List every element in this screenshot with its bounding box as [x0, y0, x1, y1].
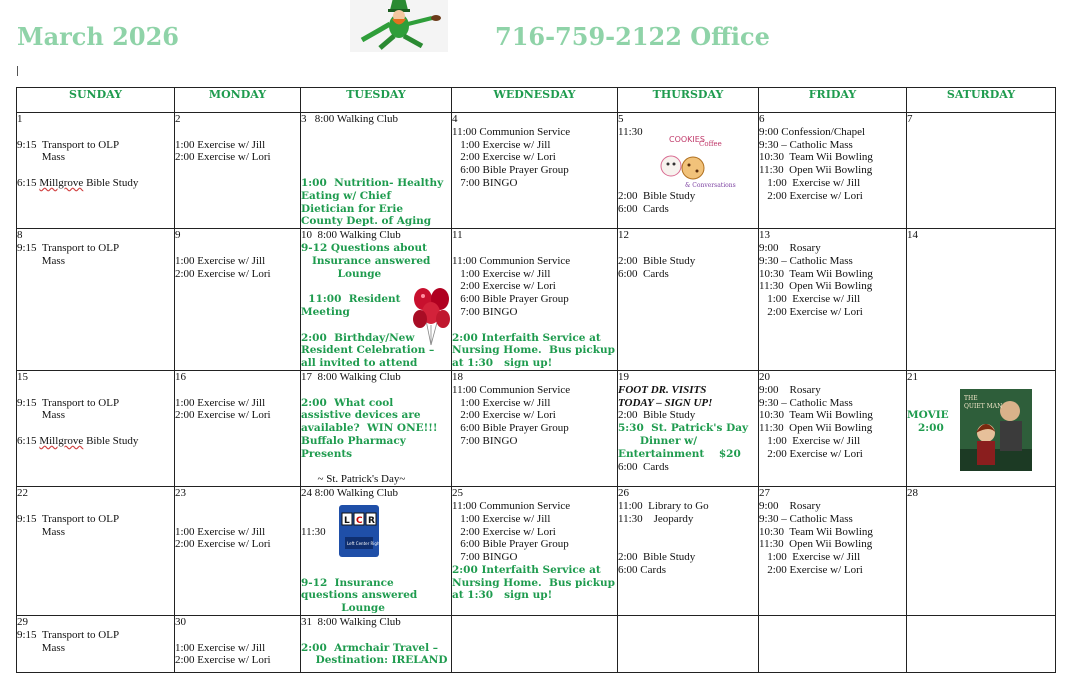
- date-number: 3 8:00 Walking Club: [301, 113, 398, 125]
- event-line: TODAY – SIGN UP!: [618, 396, 713, 409]
- event-line: Destination: IRELAND: [301, 654, 448, 667]
- day-cell: [452, 113, 618, 229]
- event-line: 2:00 Bible Study: [618, 409, 696, 422]
- event-line: [17, 500, 174, 513]
- date-number: 28: [907, 487, 918, 500]
- day-cell: [301, 229, 452, 371]
- event-line: Resident Celebration –: [301, 344, 435, 357]
- date-number: 12: [618, 229, 629, 242]
- event-line: at 1:30 sign up!: [452, 357, 553, 370]
- event-line: 10:30 Team Wii Bowling: [759, 267, 873, 280]
- event-line: 9-12 Questions about: [301, 241, 427, 254]
- event-line: 2:00 Exercise w/ Lori: [175, 538, 271, 551]
- event-line: [301, 139, 451, 152]
- event-line: 6:00 Cards: [618, 460, 669, 473]
- event-line: 2:00 What cool: [301, 396, 394, 409]
- event-line: 6:15 Millgrove Bible Study: [17, 176, 139, 189]
- event-line: 9:30 – Catholic Mass: [759, 138, 853, 151]
- date-number: 15: [17, 370, 28, 383]
- day-cell: [618, 370, 759, 486]
- date-number: 31 8:00 Walking Club: [301, 616, 401, 629]
- day-cell: [452, 616, 618, 673]
- date-number: 16: [175, 370, 186, 383]
- week-row: [17, 229, 1056, 371]
- event-line: [17, 164, 174, 177]
- date-number: 1: [17, 113, 23, 125]
- event-line: 7:00 BINGO: [452, 305, 518, 318]
- day-cell: [175, 487, 301, 616]
- event-line: 11:30 Open Wii Bowling: [759, 164, 873, 177]
- event-line: [17, 126, 174, 139]
- day-cell: [907, 113, 1056, 229]
- day-cell: [759, 370, 907, 486]
- event-line: 6:00 Cards: [618, 267, 669, 280]
- movie-poster-image: [960, 389, 1032, 471]
- day-cell: [301, 370, 452, 486]
- event-line: [175, 242, 300, 255]
- event-line: 1:00 Exercise w/ Jill: [175, 254, 266, 267]
- date-number: 5: [618, 113, 624, 125]
- date-number: 23: [175, 487, 186, 500]
- event-line: 9:15 Transport to OLP: [17, 628, 120, 641]
- date-number: 17 8:00 Walking Club: [301, 370, 401, 383]
- event-line: [301, 629, 451, 642]
- day-cell: [17, 616, 175, 673]
- event-line: 9:00 Confession/Chapel: [759, 125, 866, 138]
- event-line: Insurance answered: [301, 254, 431, 267]
- day-cell: [759, 113, 907, 229]
- event-line: 2:00 Exercise w/ Lori: [175, 409, 271, 422]
- date-number: 20: [759, 370, 770, 383]
- event-line: Dietician for Erie: [301, 202, 404, 215]
- event-line: [452, 242, 617, 255]
- event-line: all invited to attend: [301, 357, 418, 370]
- day-cell: [175, 113, 301, 229]
- event-line: Mass: [17, 525, 65, 538]
- event-line: 6:00 Bible Prayer Group: [452, 538, 569, 551]
- event-line: 1:00 Exercise w/ Jill: [452, 396, 551, 409]
- event-line: [301, 384, 451, 397]
- day-header-wednesday: WEDNESDAY: [452, 88, 618, 113]
- event-line: 11:30: [301, 525, 326, 538]
- week-row: [17, 370, 1056, 486]
- event-line: 2:00 Interfaith Service at: [452, 563, 601, 576]
- date-number: 4: [452, 113, 458, 125]
- event-line: 2:00 Exercise w/ Lori: [175, 654, 271, 667]
- event-line: 1:00 Exercise w/ Jill: [175, 525, 266, 538]
- day-cell: [175, 616, 301, 673]
- event-line: 2:00: [907, 422, 944, 435]
- event-line: 2:00 Interfaith Service at: [452, 331, 601, 344]
- day-header-sunday: SUNDAY: [17, 88, 175, 113]
- day-cell: [17, 229, 175, 371]
- event-line: [175, 384, 300, 397]
- event-line: 1:00 Exercise w/ Jill: [175, 396, 266, 409]
- event-line: 2:00 Bible Study: [618, 551, 696, 564]
- day-cell: [618, 487, 759, 616]
- event-line: County Dept. of Aging: [301, 215, 432, 228]
- event-line: Mass: [17, 409, 65, 422]
- date-number: 14: [907, 229, 918, 242]
- day-header-row: [17, 88, 1056, 113]
- day-header-friday: FRIDAY: [759, 88, 907, 113]
- week-row: [17, 487, 1056, 616]
- event-line: 5:30 St. Patrick's Day: [618, 422, 749, 435]
- event-line: 2:00 Exercise w/ Lori: [759, 563, 863, 576]
- event-line: [301, 126, 451, 139]
- event-line: 6:15 Millgrove Bible Study: [17, 434, 139, 447]
- date-number: 27: [759, 487, 770, 500]
- event-line: 9:30 – Catholic Mass: [759, 254, 853, 267]
- event-line: 9:30 – Catholic Mass: [759, 512, 853, 525]
- day-cell: [301, 616, 452, 673]
- event-line: 2:00 Exercise w/ Lori: [452, 525, 556, 538]
- event-line: 9:00 Rosary: [759, 241, 821, 254]
- svg-text:Left Center Right: Left Center Right: [347, 541, 382, 547]
- date-number: 18: [452, 370, 463, 383]
- date-number: 7: [907, 113, 913, 125]
- event-line: 11:00 Library to Go: [618, 499, 709, 512]
- svg-text:QUIET MAN: QUIET MAN: [964, 402, 1003, 410]
- event-line: 2:00 Bible Study: [618, 189, 696, 202]
- day-cell: [907, 370, 1056, 486]
- date-number: 13: [759, 229, 770, 242]
- event-line: 1:00 Exercise w/ Jill: [452, 267, 551, 280]
- event-line: 1:00 Exercise w/ Jill: [759, 434, 861, 447]
- event-line: 1:00 Exercise w/ Jill: [759, 293, 861, 306]
- day-cell: [301, 113, 452, 229]
- day-cell: [759, 487, 907, 616]
- event-line: 1:00 Exercise w/ Jill: [452, 512, 551, 525]
- event-line: Meeting: [301, 305, 350, 318]
- event-line: 10:30 Team Wii Bowling: [759, 525, 873, 538]
- day-cell: [759, 616, 907, 673]
- event-line: 9-12 Insurance: [301, 576, 394, 589]
- event-line: Presents: [301, 447, 353, 460]
- event-line: 1:00 Nutrition- Healthy: [301, 176, 444, 189]
- event-line: Lounge: [301, 602, 385, 615]
- date-number: 9: [175, 229, 181, 242]
- event-line: 9:15 Transport to OLP: [17, 396, 120, 409]
- svg-text:C: C: [356, 516, 363, 527]
- event-line: 2:00 Exercise w/ Lori: [175, 151, 271, 164]
- event-line: 10:30 Team Wii Bowling: [759, 409, 873, 422]
- event-line: 11:30 Jeopardy: [618, 512, 694, 525]
- event-line: 2:00 Exercise w/ Lori: [452, 151, 556, 164]
- svg-text:Coffee: Coffee: [699, 140, 722, 148]
- date-number: 21: [907, 370, 918, 383]
- day-cell: [17, 370, 175, 486]
- event-line: 2:00 Exercise w/ Lori: [759, 189, 863, 202]
- event-line: 7:00 BINGO: [452, 176, 518, 189]
- balloons-image: [411, 285, 453, 347]
- date-number: 25: [452, 487, 463, 500]
- event-line: Buffalo Pharmacy: [301, 434, 406, 447]
- event-line: Mass: [17, 641, 65, 654]
- day-cell: [301, 487, 452, 616]
- leprechaun-image: [350, 0, 448, 52]
- event-line: assistive devices are: [301, 409, 421, 422]
- svg-text:R: R: [368, 516, 375, 527]
- event-line: 2:00 Exercise w/ Lori: [452, 280, 556, 293]
- day-cell: [907, 229, 1056, 371]
- event-line: [175, 126, 300, 139]
- event-line: Eating w/ Chief: [301, 189, 391, 202]
- date-number: 2: [175, 113, 181, 125]
- date-number: 10 8:00 Walking Club: [301, 229, 401, 242]
- event-line: FOOT DR. VISITS: [618, 383, 707, 396]
- event-line: [618, 242, 758, 255]
- day-cell: [618, 229, 759, 371]
- svg-text:THE: THE: [964, 394, 978, 402]
- date-number: 24 8:00 Walking Club: [301, 487, 398, 500]
- date-number: 22: [17, 487, 28, 500]
- event-line: 1:00 Exercise w/ Jill: [175, 641, 266, 654]
- event-line: [452, 319, 617, 332]
- event-line: Nursing Home. Bus pickup: [452, 344, 616, 357]
- day-header-saturday: SATURDAY: [907, 88, 1056, 113]
- svg-text:L: L: [344, 516, 350, 527]
- day-cell: [452, 370, 618, 486]
- event-line: Entertainment $20: [618, 447, 741, 460]
- event-line: 9:15 Transport to OLP: [17, 512, 120, 525]
- event-line: [301, 564, 451, 577]
- day-header-tuesday: TUESDAY: [301, 88, 452, 113]
- event-line: Nursing Home. Bus pickup: [452, 576, 616, 589]
- event-line: 6:00 Cards: [618, 202, 669, 215]
- day-cell: [759, 229, 907, 371]
- calendar-title: March 2026: [17, 22, 179, 51]
- event-line: 1:00 Exercise w/ Jill: [759, 551, 861, 564]
- event-line: Dinner w/: [618, 434, 698, 447]
- day-cell: [175, 229, 301, 371]
- date-number: 30: [175, 616, 186, 629]
- event-line: 11:30 Open Wii Bowling: [759, 280, 873, 293]
- day-cell: [907, 487, 1056, 616]
- date-number: 8: [17, 229, 23, 242]
- event-line: 9:00 Rosary: [759, 383, 821, 396]
- event-line: 1:00 Exercise w/ Jill: [759, 176, 861, 189]
- event-line: 2:00 Exercise w/ Lori: [175, 267, 271, 280]
- event-line: 7:00 BINGO: [452, 434, 518, 447]
- event-line: 2:00 Bible Study: [618, 254, 696, 267]
- event-line: at 1:30 sign up!: [452, 589, 553, 602]
- event-line: 2:00 Exercise w/ Lori: [452, 409, 556, 422]
- day-cell: [452, 229, 618, 371]
- event-line: [301, 164, 451, 177]
- svg-text:& Conversations: & Conversations: [685, 182, 736, 189]
- day-header-thursday: THURSDAY: [618, 88, 759, 113]
- event-line: 10:30 Team Wii Bowling: [759, 151, 873, 164]
- event-line: [618, 538, 758, 551]
- event-line: 11:00 Resident: [301, 293, 401, 306]
- date-number: 26: [618, 487, 629, 500]
- event-line: [17, 422, 174, 435]
- day-cell: [175, 370, 301, 486]
- event-line: [301, 461, 451, 474]
- event-line: 6:00 Cards: [618, 563, 666, 576]
- event-line: MOVIE: [907, 409, 949, 422]
- svg-text:COOKIES: COOKIES: [669, 135, 705, 144]
- week-row: [17, 113, 1056, 229]
- day-cell: [618, 616, 759, 673]
- day-cell: [17, 113, 175, 229]
- event-line: Mass: [17, 151, 65, 164]
- event-line: 11:30 Open Wii Bowling: [759, 422, 873, 435]
- event-line: [175, 500, 300, 513]
- event-line: 2:00 Birthday/New: [301, 331, 415, 344]
- event-line: [175, 513, 300, 526]
- date-number: 29: [17, 616, 28, 629]
- event-line: 9:00 Rosary: [759, 499, 821, 512]
- event-line: [301, 151, 451, 164]
- event-line: Lounge: [301, 267, 382, 280]
- week-row: [17, 616, 1056, 673]
- event-line: Mass: [17, 254, 65, 267]
- day-cell: [907, 616, 1056, 673]
- event-line: 6:00 Bible Prayer Group: [452, 164, 569, 177]
- day-cell: [17, 487, 175, 616]
- event-line: 6:00 Bible Prayer Group: [452, 293, 569, 306]
- event-line: 11:00 Communion Service: [452, 254, 571, 267]
- event-line: 11:30 Open Wii Bowling: [759, 538, 873, 551]
- event-line: 6:00 Bible Prayer Group: [452, 422, 569, 435]
- event-line: 1:00 Exercise w/ Jill: [175, 138, 266, 151]
- date-number: 11: [452, 229, 463, 242]
- event-line: [175, 629, 300, 642]
- event-line: 11:30: [618, 125, 643, 138]
- event-line: questions answered: [301, 589, 418, 602]
- lcr-game-image: [339, 505, 382, 557]
- day-cell: [618, 113, 759, 229]
- event-line: 11:00 Communion Service: [452, 125, 571, 138]
- event-line: 9:30 – Catholic Mass: [759, 396, 853, 409]
- event-line: [618, 526, 758, 539]
- event-line: 11:00 Communion Service: [452, 499, 571, 512]
- event-line: [17, 384, 174, 397]
- event-line: 1:00 Exercise w/ Jill: [452, 138, 551, 151]
- event-line: 2:00 Exercise w/ Lori: [759, 447, 863, 460]
- event-line: 7:00 BINGO: [452, 551, 518, 564]
- cookies-coffee-image: [655, 130, 736, 190]
- event-line: 9:15 Transport to OLP: [17, 138, 120, 151]
- date-number: 6: [759, 113, 765, 125]
- event-line: 2:00 Exercise w/ Lori: [759, 305, 863, 318]
- event-line: 11:00 Communion Service: [452, 383, 571, 396]
- day-cell: [452, 487, 618, 616]
- day-header-monday: MONDAY: [175, 88, 301, 113]
- event-line: ~ St. Patrick's Day~: [301, 473, 406, 486]
- calendar-grid: [16, 87, 1056, 673]
- event-line: 9:15 Transport to OLP: [17, 241, 120, 254]
- event-line: available? WIN ONE!!!: [301, 422, 438, 435]
- event-line: 2:00 Armchair Travel –: [301, 641, 438, 654]
- date-number: 19: [618, 370, 629, 383]
- office-phone: 716-759-2122 Office: [495, 22, 770, 51]
- text-cursor: [17, 66, 18, 76]
